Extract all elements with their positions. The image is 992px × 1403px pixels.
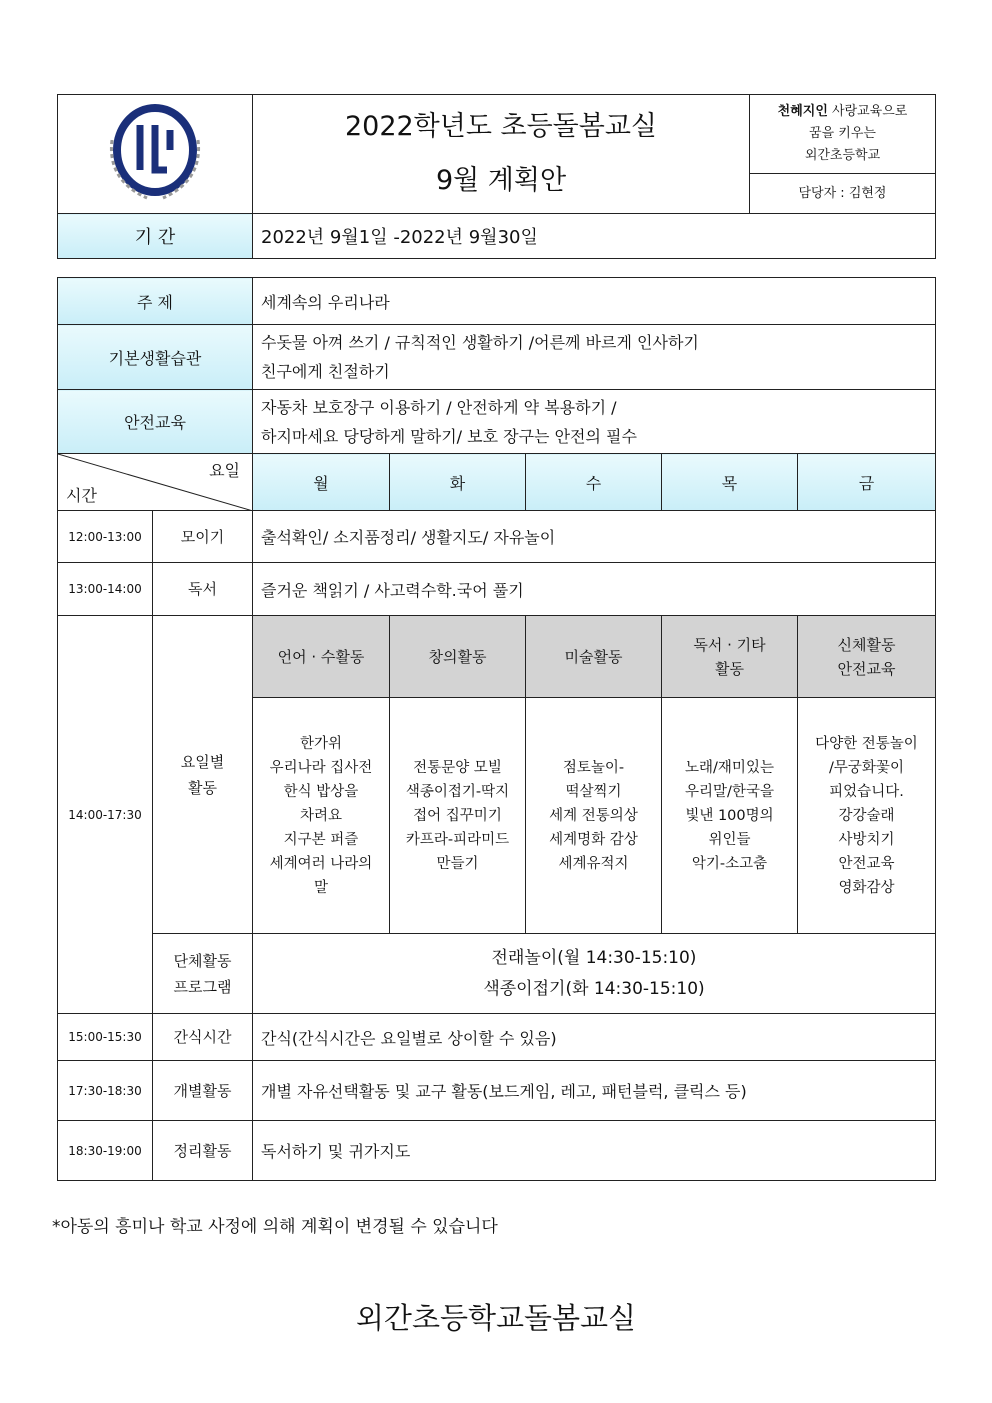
activity-line: 악기-소고춤	[691, 855, 768, 872]
diagonal-header	[58, 454, 253, 511]
table-row	[58, 511, 936, 563]
activity-line: 세계 전통의상	[549, 807, 638, 824]
activity-line: 강강술래	[838, 807, 895, 824]
time-cell: 14:00-17:30	[58, 616, 153, 1014]
activity-line: 사방치기	[838, 831, 895, 848]
activity-line: 떡살찍기	[565, 783, 622, 800]
manager: 담당자 : 김현정	[750, 174, 936, 214]
time-cell: 12:00-13:00	[58, 511, 153, 563]
time-cell: 17:30-18:30	[58, 1061, 153, 1121]
activity-cell	[798, 698, 936, 934]
activity-type-text: 신체활동	[837, 635, 896, 654]
safety-line-1: 자동차 보호장구 이용하기 / 안전하게 약 복용하기 /	[261, 397, 617, 417]
daily-label	[153, 616, 253, 934]
day-header: 수	[526, 454, 662, 511]
period-label: 기 간	[58, 214, 253, 259]
safety-line-2: 하지마세요 당당하게 말하기/ 보호 장구는 안전의 필수	[261, 426, 637, 446]
safety-label: 안전교육	[58, 390, 253, 454]
activity-line: 우리나라 집사전	[269, 759, 373, 776]
day-header: 금	[798, 454, 936, 511]
activity-type-text: 안전교육	[837, 659, 896, 678]
activity-type	[662, 616, 798, 698]
header-table	[57, 94, 936, 259]
activity-type	[253, 616, 390, 698]
diag-time-label: 시간	[66, 486, 97, 505]
content-cell: 출석확인/ 소지품정리/ 생활지도/ 자유놀이	[253, 511, 936, 563]
habit-label: 기본생활습관	[58, 325, 253, 390]
table-row	[58, 563, 936, 616]
activity-line: 세계명화 감상	[549, 831, 638, 848]
time-cell: 18:30-19:00	[58, 1121, 153, 1181]
activity-type-text: 창의활동	[428, 647, 487, 666]
label-cell: 독서	[153, 563, 253, 616]
habit-line-1: 수돗물 아껴 쓰기 / 규칙적인 생활하기 /어른께 바르게 인사하기	[261, 333, 699, 352]
activity-line: 영화감상	[838, 879, 895, 896]
content-cell: 독서하기 및 귀가지도	[253, 1121, 936, 1181]
time-cell: 15:00-15:30	[58, 1014, 153, 1061]
label-cell: 간식시간	[153, 1014, 253, 1061]
activity-line: 위인들	[708, 831, 751, 848]
activity-line: 카프라-피라미드	[405, 831, 510, 848]
day-header: 화	[390, 454, 526, 511]
content-cell: 즐거운 책읽기 / 사고력수학.국어 풀기	[253, 563, 936, 616]
activity-line: 한가위	[299, 735, 343, 752]
activity-type-text: 언어 · 수활동	[277, 647, 365, 666]
activity-line: 피었습니다.	[829, 783, 904, 800]
theme-label: 주 제	[58, 278, 253, 325]
activity-cell	[662, 698, 798, 934]
activity-line: 안전교육	[838, 855, 895, 872]
activity-type-text: 활동	[715, 659, 744, 678]
activity-line: 한식 밥상을	[283, 783, 359, 800]
theme-value: 세계속의 우리나라	[253, 278, 936, 325]
day-header: 목	[662, 454, 798, 511]
school-motto	[750, 95, 936, 174]
activity-line: 지구본 퍼즐	[283, 831, 359, 848]
activity-line: 다양한 전통놀이	[815, 735, 918, 752]
activity-type	[526, 616, 662, 698]
school-logo	[58, 95, 253, 214]
activity-line: 말	[313, 879, 328, 896]
daily-label-2: 활동	[188, 778, 217, 797]
activity-line: /무궁화꽃이	[829, 759, 904, 776]
motto-line-3: 외간초등학교	[804, 148, 881, 163]
activity-cell	[526, 698, 662, 934]
activity-line: 색종이접기-딱지	[405, 783, 510, 800]
daily-label-1: 요일별	[180, 752, 225, 771]
activity-line: 우리말/한국을	[685, 783, 774, 800]
plan-table	[57, 277, 936, 1181]
activity-line: 차려요	[299, 807, 343, 824]
diag-day-label: 요일	[209, 461, 240, 480]
motto-line-2: 꿈을 키우는	[809, 126, 876, 141]
label-cell: 모이기	[153, 511, 253, 563]
table-row	[58, 1014, 936, 1061]
activity-type-text: 독서 · 기타	[693, 635, 766, 654]
title-line-2: 9월 계획안	[435, 165, 567, 196]
activity-line: 세계여러 나라의	[269, 855, 373, 872]
habit-line-2: 친구에게 친절하기	[261, 362, 390, 381]
group-program-1: 전래놀이(월 14:30-15:10)	[491, 947, 697, 968]
time-cell: 13:00-14:00	[58, 563, 153, 616]
footer-school-name: 외간초등학교돌봄교실	[355, 1301, 637, 1335]
activity-type-text: 미술활동	[564, 647, 623, 666]
activity-line: 만들기	[436, 855, 479, 872]
content-cell: 간식(간식시간은 요일별로 상이할 수 있음)	[253, 1014, 936, 1061]
logo-emblem-icon	[100, 100, 210, 205]
group-label-1: 단체활동	[173, 951, 232, 970]
content-cell: 개별 자유선택활동 및 교구 활동(보드게임, 레고, 패턴블럭, 클릭스 등)	[253, 1061, 936, 1121]
table-row	[58, 1121, 936, 1181]
activity-line: 노래/재미있는	[685, 759, 774, 776]
motto-rest: 사랑교육으로	[827, 104, 908, 119]
period-value: 2022년 9월1일 -2022년 9월30일	[253, 214, 936, 259]
activity-line: 세계유적지	[558, 855, 629, 872]
activity-line: 점토놀이-	[562, 759, 625, 776]
activity-line: 전통문양 모빌	[413, 759, 502, 776]
activity-cell	[390, 698, 526, 934]
activity-type	[798, 616, 936, 698]
activity-type	[390, 616, 526, 698]
group-program-2: 색종이접기(화 14:30-15:10)	[483, 978, 705, 999]
table-row	[58, 1061, 936, 1121]
label-cell: 개별활동	[153, 1061, 253, 1121]
note: *아동의 흥미나 학교 사정에 의해 계획이 변경될 수 있습니다	[52, 1217, 498, 1237]
group-label-2: 프로그램	[173, 977, 232, 996]
day-header: 월	[253, 454, 390, 511]
activity-line: 빛낸 100명의	[685, 807, 774, 824]
title-line-1: 2022학년도 초등돌봄교실	[344, 111, 658, 142]
motto-bold: 천혜지인	[777, 104, 828, 119]
group-label	[153, 934, 253, 1014]
activity-cell	[253, 698, 390, 934]
label-cell: 정리활동	[153, 1121, 253, 1181]
activity-line: 접어 집꾸미기	[413, 807, 502, 824]
